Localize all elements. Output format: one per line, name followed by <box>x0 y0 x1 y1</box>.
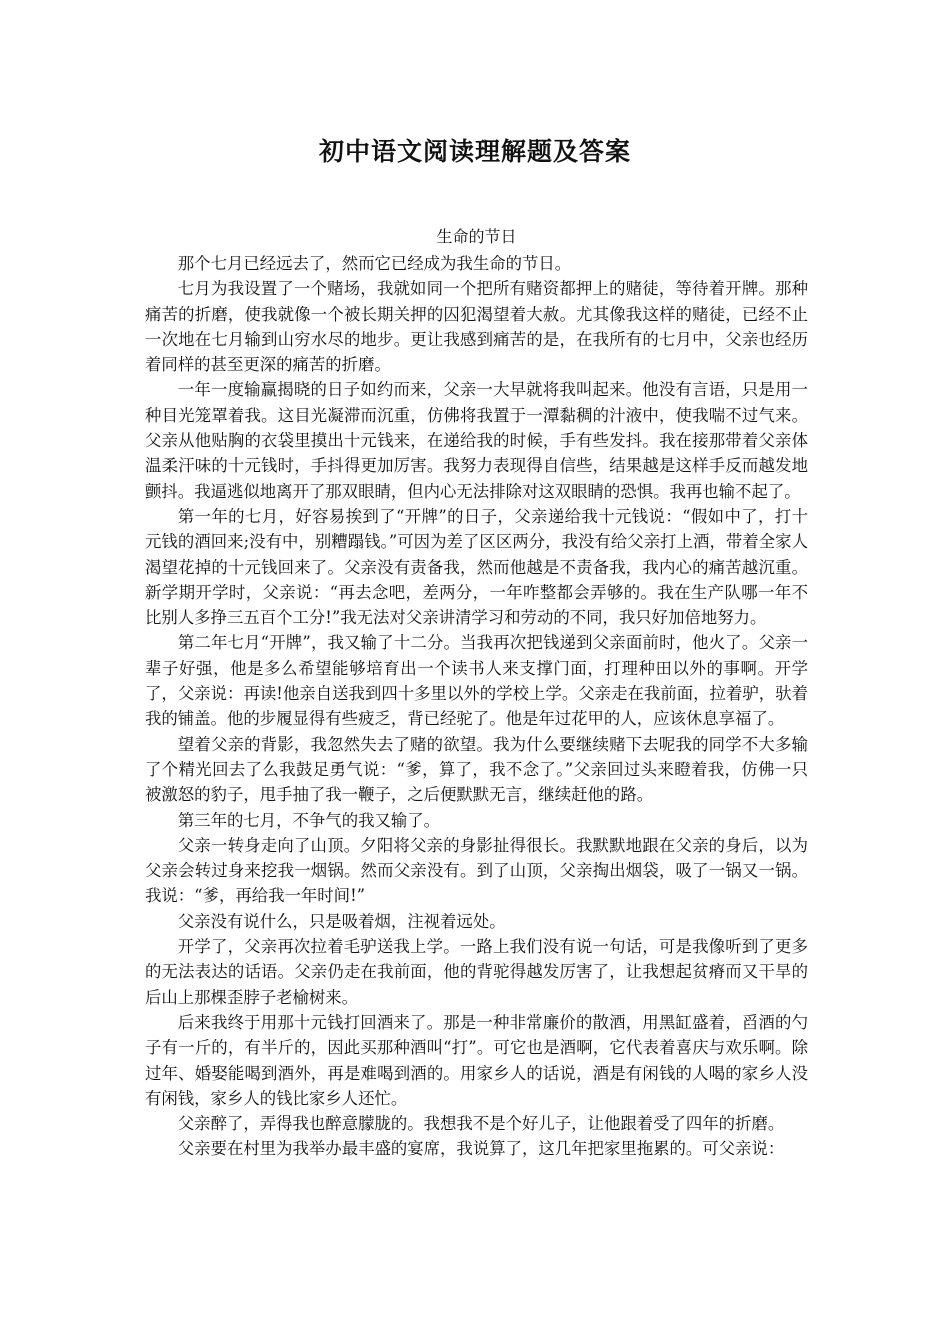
article-body <box>145 224 808 1162</box>
paragraph: 父亲一转身走向了山顶。夕阳将父亲的身影扯得很长。我默默地跟在父亲的身后，以为父亲会转过身来挖我一烟锅。然而父亲没有。到了山顶，父亲掏出烟袋，吸了一锅又一锅。我说：“爹，再给我一年时间!” <box>145 835 808 906</box>
paragraph: 开学了，父亲再次拉着毛驴送我上学。一路上我们没有说一句话，可是我像听到了更多的无法表达的话语。父亲仍走在我前面，他的背驼得越发厉害了，让我想起贫瘠而又干旱的后山上那棵歪脖子老榆树来。 <box>145 937 808 1007</box>
paragraph: 一年一度输赢揭晓的日子如约而来，父亲一大早就将我叫起来。他没有言语，只是用一种目光笼罩着我。这目光凝滞而沉重，仿佛将我置于一潭黏稠的汁液中，使我喘不过气来。父亲从他贴胸的衣袋里摸出十元钱来，在递给我的时候，手有些发抖。我在接那带着父亲体温柔汗味的十元钱时，手抖得更加厉害。我努力表现得自信些，结果越是这样手反而越发地颤抖。我逼逃似地离开了那双眼睛，但内心无法排除对这双眼睛的恐惧。我再也输不起了。 <box>145 380 808 501</box>
paragraph: 父亲没有说什么，只是吸着烟，注视着远处。 <box>177 911 506 931</box>
paragraph: 第二年七月“开牌”，我又输了十二分。当我再次把钱递到父亲面前时，他火了。父亲一辈子好强，他是多么希望能够培育出一个读书人来支撑门面，打理种田以外的事啊。开学了，父亲说：再读!他亲自送我到四十多里以外的学校上学。父亲走在我前面，拉着驴，驮着我的铺盖。他的步履显得有些疲乏，背已经驼了。他是年过花甲的人，应该休息享福了。 <box>145 633 808 729</box>
paragraph: 七月为我设置了一个赌场，我就如同一个把所有赌资都押上的赌徒，等待着开牌。那种痛苦的折磨，使我就像一个被长期关押的囚犯渴望着大赦。尤其像我这样的赌徒，已经不止一次地在七月输到山穷水尽的地步。更让我感到痛苦的是，在我所有的七月中，父亲也经历着同样的甚至更深的痛苦的折磨。 <box>145 279 808 375</box>
paragraph: 父亲醉了，弄得我也醉意朦胧的。我想我不是个好儿子，让他跟着受了四年的折磨。 <box>177 1114 785 1134</box>
paragraph: 那个七月已经远去了，然而它已经成为我生命的节日。 <box>177 254 572 273</box>
article-title: 生命的节日 <box>436 227 517 246</box>
paragraph: 父亲要在村里为我举办最丰盛的宴席，我说算了，这几年把家里拖累的。可父亲说： <box>177 1139 785 1159</box>
paragraph: 第三年的七月，不争气的我又输了。 <box>177 810 441 830</box>
paragraph: 望着父亲的背影，我忽然失去了赌的欲望。我为什么要继续赌下去呢我的同学不大多输了个精光回去了么我鼓足勇气说：“爹，算了，我不念了。”父亲回过头来瞪着我，仿佛一只被激怒的豹子，甩手抽了我一鞭子，之后便默默无言，继续赶他的路。 <box>145 734 808 805</box>
paragraph: 第一年的七月，好容易挨到了“开牌”的日子，父亲递给我十元钱说：“假如中了，打十元钱的酒回来;没有中，别糟蹋钱。”可因为差了区区两分，我没有给父亲打上酒，带着全家人渴望花掉的十元钱回来了。父亲没有责备我，然而他越是不责备我，我内心的痛苦越沉重。新学期开学时，父亲说：“再去念吧，差两分，一年咋整都会弄够的。我在生产队哪一年不比别人多挣三五百个工分!”我无法对父亲讲清学习和劳动的不同，我只好加倍地努力。 <box>145 506 808 628</box>
document-title: 初中语文阅读理解题及答案 <box>318 137 631 166</box>
paragraph: 后来我终于用那十元钱打回酒来了。那是一种非常廉价的散酒，用黑缸盛着，舀酒的勺子有一斤的，有半斤的，因此买那种酒叫“打”。可它也是酒啊，它代表着喜庆与欢乐啊。除过年、婚娶能喝到酒外，再是难喝到酒的。用家乡人的话说，酒是有闲钱的人喝的家乡人没有闲钱，家乡人的钱比家乡人还忙。 <box>145 1012 808 1108</box>
